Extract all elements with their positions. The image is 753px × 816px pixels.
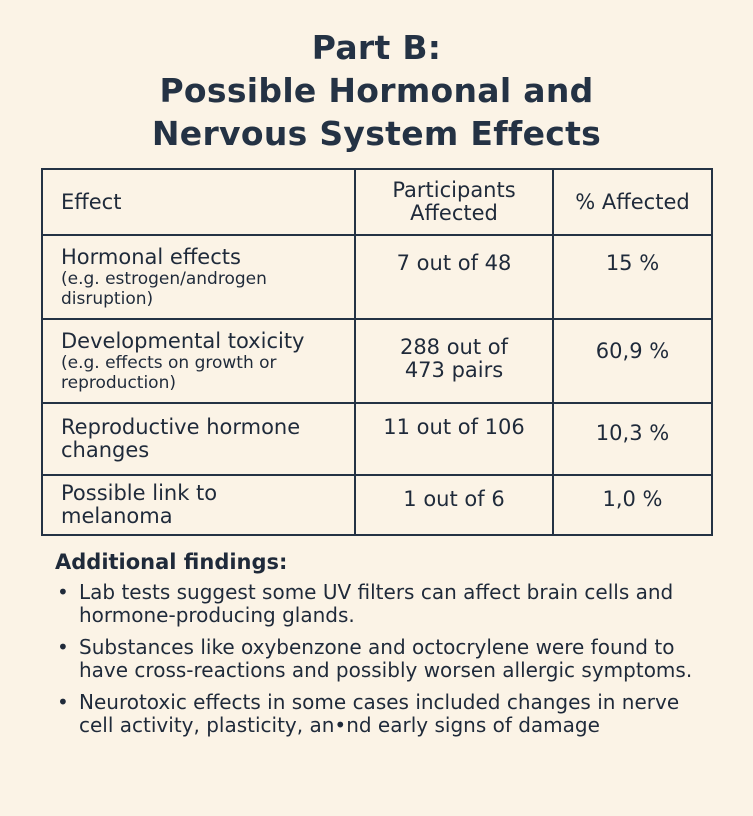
percent-cell: 60,9 % bbox=[553, 319, 712, 403]
effect-name: Possible link to melanoma bbox=[61, 481, 218, 528]
effect-cell bbox=[42, 475, 355, 535]
list-item bbox=[55, 581, 715, 627]
findings-list bbox=[55, 581, 715, 737]
table-row bbox=[42, 235, 712, 319]
header-effect: Effect bbox=[42, 169, 355, 235]
participants-value: 288 out of 473 pairs bbox=[399, 335, 509, 382]
table-row bbox=[42, 319, 712, 403]
percent-cell: 15 % bbox=[553, 235, 712, 319]
page-title bbox=[0, 26, 753, 155]
header-participants: Participants Affected bbox=[355, 169, 553, 235]
effect-note: (e.g. estrogen/androgen disruption) bbox=[61, 268, 267, 309]
percent-cell: 10,3 % bbox=[553, 403, 712, 475]
finding-text: Substances like oxybenzone and octocrylene were found to have cross-reactions and possibly worsen allergic symptoms. bbox=[79, 635, 693, 682]
participants-cell bbox=[355, 319, 553, 403]
title-line-1: Part B: bbox=[311, 28, 442, 67]
title-line-3: Nervous System Effects bbox=[151, 114, 602, 153]
bullet-icon: • bbox=[57, 580, 69, 604]
percent-cell: 1,0 % bbox=[553, 475, 712, 535]
bullet-icon: • bbox=[57, 690, 69, 714]
participants-cell: 1 out of 6 bbox=[355, 475, 553, 535]
additional-findings bbox=[55, 549, 715, 746]
bullet-icon: • bbox=[57, 635, 69, 659]
findings-title: Additional findings: bbox=[55, 550, 288, 574]
effect-cell bbox=[42, 319, 355, 403]
participants-cell: 7 out of 48 bbox=[355, 235, 553, 319]
table-header-row bbox=[42, 169, 712, 235]
effect-note: (e.g. effects on growth or reproduction) bbox=[61, 352, 277, 393]
effects-table bbox=[41, 168, 713, 536]
effect-name: Developmental toxicity bbox=[61, 328, 305, 353]
list-item bbox=[55, 636, 715, 682]
participants-cell: 11 out of 106 bbox=[355, 403, 553, 475]
table-row bbox=[42, 403, 712, 475]
list-item bbox=[55, 691, 715, 737]
finding-text: Neurotoxic effects in some cases included changes in nerve cell activity, plasticity, an•nd early signs of damage bbox=[79, 690, 680, 737]
header-percent: % Affected bbox=[553, 169, 712, 235]
title-line-2: Possible Hormonal and bbox=[159, 71, 594, 110]
finding-text: Lab tests suggest some UV filters can affect brain cells and hormone-producing glands. bbox=[79, 580, 674, 627]
table-row bbox=[42, 475, 712, 535]
effect-name: Hormonal effects bbox=[61, 244, 241, 269]
effect-cell bbox=[42, 403, 355, 475]
effect-cell bbox=[42, 235, 355, 319]
effect-name: Reproductive hormone changes bbox=[61, 415, 301, 462]
